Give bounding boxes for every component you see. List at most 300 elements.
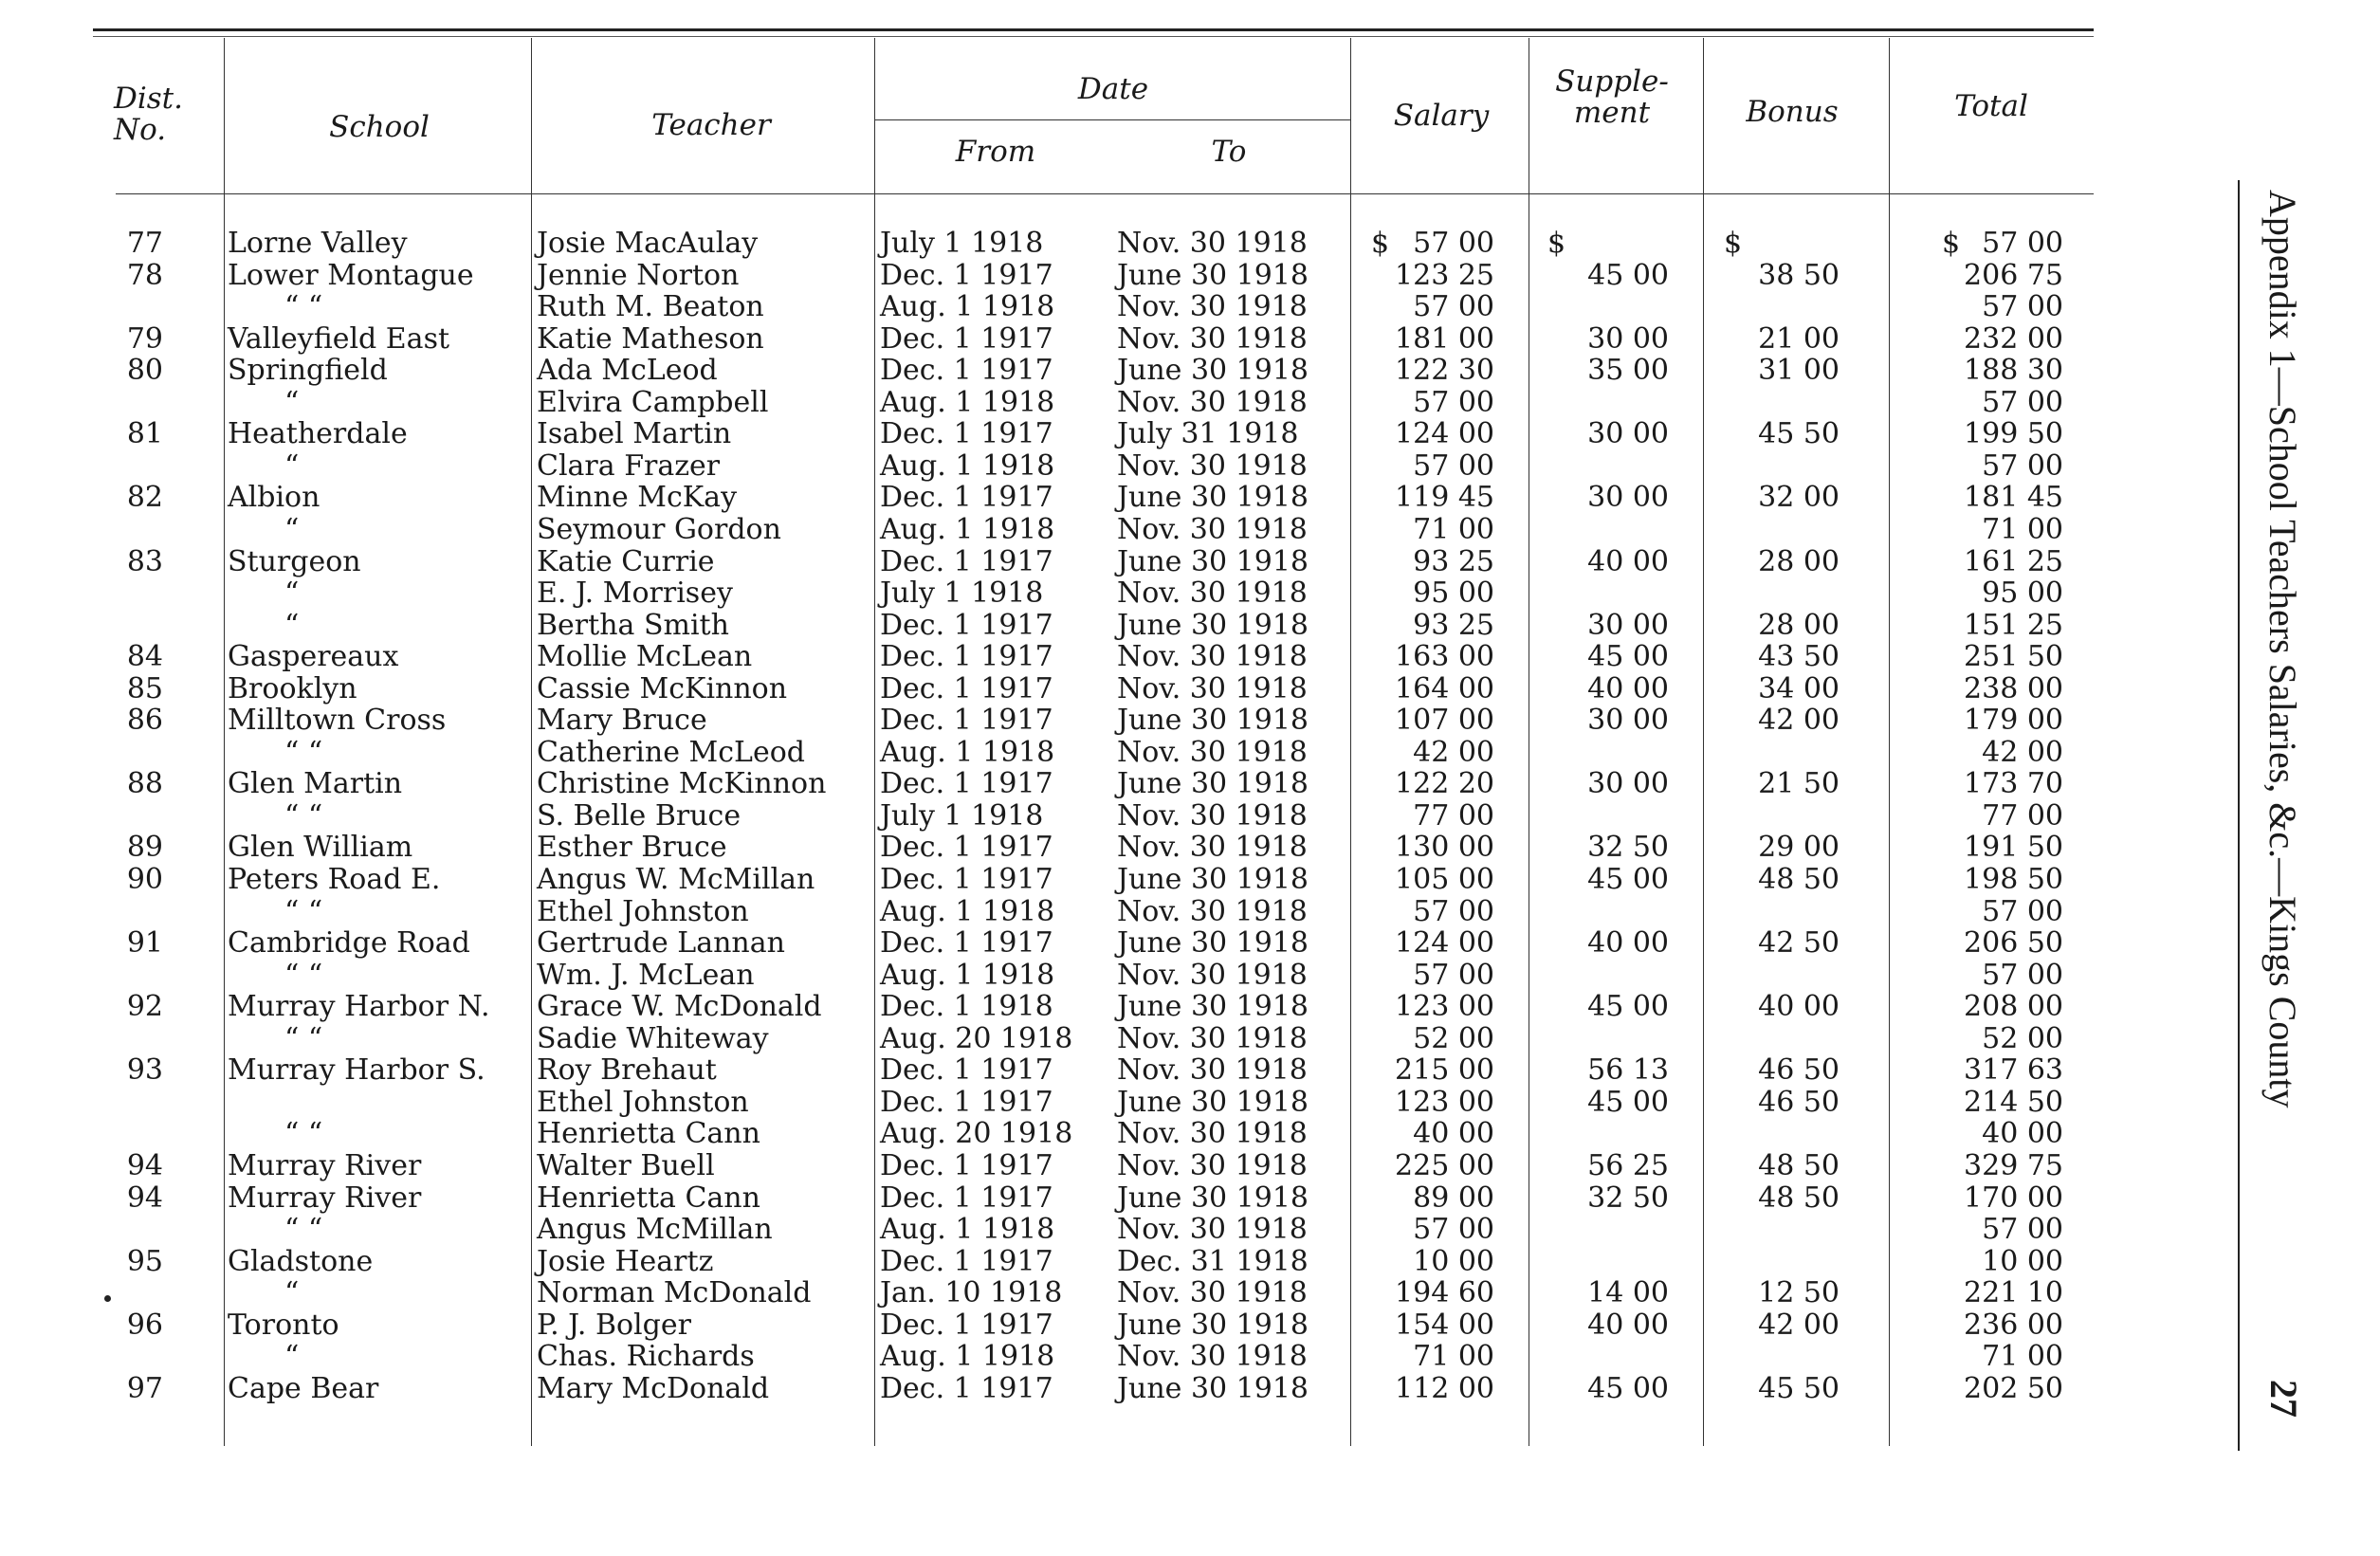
- date-from-cell: Dec. 1 1917: [880, 417, 1053, 451]
- salary-cell: 57 00: [1413, 227, 1494, 260]
- header-salary: Salary: [1393, 99, 1490, 133]
- supplement-cell: 40 00: [1587, 926, 1669, 961]
- teacher-cell: Josie MacAulay: [537, 227, 759, 260]
- table-row: [0, 1246, 2124, 1278]
- date-from-cell: Dec. 1 1917: [880, 321, 1053, 356]
- table-row: [0, 800, 2124, 833]
- supplement-cell: 32 50: [1587, 831, 1669, 865]
- salary-cell: 122 30: [1395, 354, 1494, 388]
- dist-cell: 92: [126, 990, 163, 1024]
- date-from-cell: Dec. 1 1917: [880, 1085, 1053, 1119]
- header-bonus: Bonus: [1746, 95, 1839, 129]
- total-cell: 57 00: [1982, 1213, 2063, 1247]
- teacher-cell: Ruth M. Beaton: [537, 290, 764, 324]
- salary-cell: 124 00: [1395, 926, 1494, 961]
- salary-cell: 130 00: [1395, 831, 1494, 865]
- date-from-cell: Dec. 1 1917: [880, 863, 1053, 896]
- table-row: [0, 1150, 2124, 1182]
- dist-cell: 86: [126, 704, 163, 738]
- teacher-cell: Josie Heartz: [537, 1244, 714, 1278]
- school-cell: “ “: [284, 958, 323, 992]
- date-from-cell: July 1 1918: [880, 577, 1044, 611]
- date-to-cell: June 30 1918: [1117, 863, 1309, 896]
- date-from-cell: Dec. 1 1917: [880, 926, 1053, 961]
- teacher-cell: E. J. Morrisey: [537, 577, 733, 611]
- table-row: [0, 1341, 2124, 1373]
- teacher-cell: Sadie Whiteway: [537, 1021, 769, 1055]
- salary-cell: 105 00: [1395, 863, 1494, 896]
- salary-cell: 93 25: [1413, 608, 1494, 642]
- supplement-cell: 30 00: [1587, 417, 1669, 451]
- school-cell: Milltown Cross: [228, 704, 447, 738]
- table-row: [0, 1373, 2124, 1405]
- school-cell: Lorne Valley: [228, 227, 408, 260]
- date-from-cell: Aug. 20 1918: [880, 1021, 1073, 1055]
- salary-cell: 123 00: [1395, 1085, 1494, 1119]
- table-row: [0, 927, 2124, 960]
- dist-cell: 91: [126, 926, 163, 961]
- supplement-cell: 30 00: [1587, 704, 1669, 738]
- supplement-cell: 32 50: [1587, 1181, 1669, 1215]
- total-cell: 40 00: [1982, 1117, 2063, 1151]
- teacher-cell: Grace W. McDonald: [537, 990, 822, 1024]
- date-from-cell: Dec. 1 1917: [880, 258, 1053, 292]
- teacher-cell: Clara Frazer: [537, 448, 721, 483]
- school-cell: Brooklyn: [228, 671, 357, 705]
- salary-cell: 95 00: [1413, 577, 1494, 611]
- dist-cell: 77: [126, 227, 163, 260]
- date-from-cell: Dec. 1 1917: [880, 481, 1053, 515]
- total-cell: 202 50: [1964, 1371, 2063, 1405]
- supplement-cell: 45 00: [1587, 990, 1669, 1024]
- table-row: [0, 641, 2124, 673]
- date-to-cell: Nov. 30 1918: [1117, 798, 1308, 833]
- date-to-cell: Nov. 30 1918: [1117, 831, 1308, 865]
- bonus-cell: 42 00: [1758, 704, 1840, 738]
- date-from-cell: Dec. 1 1917: [880, 608, 1053, 642]
- header-bottom-rule: [116, 193, 2094, 194]
- date-to-cell: June 30 1918: [1117, 926, 1309, 961]
- total-cell: 181 45: [1964, 481, 2063, 515]
- table-row: [0, 546, 2124, 578]
- currency-symbol: $: [1371, 227, 1390, 260]
- header-supplement: Supple- ment: [1555, 64, 1669, 130]
- table-row: [0, 387, 2124, 419]
- date-from-cell: Dec. 1 1917: [880, 354, 1053, 388]
- bonus-cell: 46 50: [1758, 1053, 1840, 1088]
- date-from-cell: Dec. 1 1917: [880, 640, 1053, 674]
- total-cell: 57 00: [1982, 227, 2063, 260]
- date-to-cell: June 30 1918: [1117, 767, 1309, 801]
- teacher-cell: Chas. Richards: [537, 1340, 755, 1374]
- teacher-cell: Mary Bruce: [537, 704, 707, 738]
- date-to-cell: Nov. 30 1918: [1117, 1148, 1308, 1182]
- dist-cell: 94: [126, 1181, 163, 1215]
- date-from-cell: Dec. 1 1917: [880, 767, 1053, 801]
- school-cell: “ “: [284, 735, 323, 769]
- bonus-cell: 21 50: [1758, 767, 1840, 801]
- salary-cell: 154 00: [1395, 1308, 1494, 1342]
- teacher-cell: Roy Brehaut: [537, 1053, 717, 1088]
- table-row: [0, 450, 2124, 483]
- salary-cell: 57 00: [1413, 385, 1494, 419]
- dist-cell: 82: [126, 481, 163, 515]
- table-row: [0, 1054, 2124, 1087]
- top-rule: [93, 28, 2094, 37]
- teacher-cell: Minne McKay: [537, 481, 738, 515]
- total-cell: 71 00: [1982, 512, 2063, 546]
- school-cell: “: [284, 608, 300, 642]
- table-row: [0, 260, 2124, 292]
- date-to-cell: Nov. 30 1918: [1117, 894, 1308, 928]
- date-from-cell: Aug. 1 1918: [880, 958, 1055, 992]
- total-cell: 329 75: [1964, 1148, 2063, 1182]
- bonus-cell: 28 00: [1758, 608, 1840, 642]
- table-row: [0, 1118, 2124, 1150]
- date-to-cell: June 30 1918: [1117, 1308, 1309, 1342]
- table-row: [0, 482, 2124, 514]
- date-from-cell: July 1 1918: [880, 227, 1044, 260]
- school-cell: “: [284, 448, 300, 483]
- total-cell: 236 00: [1964, 1308, 2063, 1342]
- total-cell: 232 00: [1964, 321, 2063, 356]
- date-to-cell: Nov. 30 1918: [1117, 1213, 1308, 1247]
- supplement-cell: 40 00: [1587, 1308, 1669, 1342]
- teacher-cell: Gertrude Lannan: [537, 926, 785, 961]
- bonus-cell: 48 50: [1758, 863, 1840, 896]
- teacher-cell: Angus W. McMillan: [537, 863, 815, 896]
- date-to-cell: Nov. 30 1918: [1117, 512, 1308, 546]
- bonus-cell: 12 50: [1758, 1276, 1840, 1310]
- total-cell: 191 50: [1964, 831, 2063, 865]
- date-to-cell: June 30 1918: [1117, 354, 1309, 388]
- bonus-cell: 43 50: [1758, 640, 1840, 674]
- salary-cell: 77 00: [1413, 798, 1494, 833]
- bonus-cell: 31 00: [1758, 354, 1840, 388]
- table-row: [0, 864, 2124, 896]
- teacher-cell: Esther Bruce: [537, 831, 727, 865]
- date-to-cell: Nov. 30 1918: [1117, 321, 1308, 356]
- table-row: [0, 514, 2124, 546]
- dist-cell: 93: [126, 1053, 163, 1088]
- supplement-cell: 45 00: [1587, 863, 1669, 896]
- supplement-cell: 45 00: [1587, 258, 1669, 292]
- school-cell: “: [284, 385, 300, 419]
- supplement-cell: 45 00: [1587, 1085, 1669, 1119]
- salary-cell: 52 00: [1413, 1021, 1494, 1055]
- table-row: [0, 896, 2124, 928]
- bonus-cell: 42 50: [1758, 926, 1840, 961]
- total-cell: 161 25: [1964, 544, 2063, 578]
- teacher-cell: Katie Matheson: [537, 321, 764, 356]
- total-cell: 221 10: [1964, 1276, 2063, 1310]
- salary-cell: 225 00: [1395, 1148, 1494, 1182]
- school-cell: “: [284, 1340, 300, 1374]
- supplement-cell: 56 13: [1587, 1053, 1669, 1088]
- total-cell: 57 00: [1982, 958, 2063, 992]
- school-cell: “ “: [284, 1117, 323, 1151]
- school-cell: “ “: [284, 1021, 323, 1055]
- bonus-cell: 29 00: [1758, 831, 1840, 865]
- date-from-cell: Aug. 1 1918: [880, 512, 1055, 546]
- date-from-cell: Dec. 1 1917: [880, 1148, 1053, 1182]
- table-row: [0, 1214, 2124, 1246]
- salary-cell: 163 00: [1395, 640, 1494, 674]
- bonus-cell: 48 50: [1758, 1148, 1840, 1182]
- table-row: [0, 228, 2124, 260]
- supplement-cell: 30 00: [1587, 767, 1669, 801]
- total-cell: 170 00: [1964, 1181, 2063, 1215]
- school-cell: Springfield: [228, 354, 388, 388]
- total-cell: 77 00: [1982, 798, 2063, 833]
- teacher-cell: P. J. Bolger: [537, 1308, 691, 1342]
- date-to-cell: Nov. 30 1918: [1117, 1053, 1308, 1088]
- teacher-cell: Mary McDonald: [537, 1371, 770, 1405]
- teacher-cell: Ethel Johnston: [537, 894, 749, 928]
- school-cell: Albion: [228, 481, 320, 515]
- total-cell: 52 00: [1982, 1021, 2063, 1055]
- table-row: [0, 323, 2124, 356]
- dist-cell: 80: [126, 354, 163, 388]
- header-school: School: [329, 110, 430, 144]
- school-cell: Murray River: [228, 1148, 422, 1182]
- school-cell: Murray Harbor N.: [228, 990, 490, 1024]
- header-date: Date: [1077, 72, 1149, 106]
- table-row: [0, 705, 2124, 737]
- date-to-cell: Nov. 30 1918: [1117, 1276, 1308, 1310]
- total-cell: 10 00: [1982, 1244, 2063, 1278]
- salary-cell: 89 00: [1413, 1181, 1494, 1215]
- total-cell: 57 00: [1982, 894, 2063, 928]
- supplement-cell: 56 25: [1587, 1148, 1669, 1182]
- salary-cell: 71 00: [1413, 1340, 1494, 1374]
- table-row: [0, 737, 2124, 769]
- table-row: [0, 291, 2124, 323]
- school-cell: Lower Montague: [228, 258, 474, 292]
- date-to-cell: Nov. 30 1918: [1117, 1117, 1308, 1151]
- school-cell: Gladstone: [228, 1244, 374, 1278]
- supplement-cell: 14 00: [1587, 1276, 1669, 1310]
- salary-cell: 10 00: [1413, 1244, 1494, 1278]
- school-cell: “: [284, 577, 300, 611]
- salary-cell: 57 00: [1413, 894, 1494, 928]
- date-from-cell: Dec. 1 1918: [880, 990, 1053, 1024]
- salary-cell: 119 45: [1395, 481, 1494, 515]
- bonus-cell: 34 00: [1758, 671, 1840, 705]
- date-from-cell: Aug. 1 1918: [880, 1340, 1055, 1374]
- teacher-cell: Cassie McKinnon: [537, 671, 788, 705]
- total-cell: 95 00: [1982, 577, 2063, 611]
- total-cell: 71 00: [1982, 1340, 2063, 1374]
- date-to-cell: Nov. 30 1918: [1117, 1340, 1308, 1374]
- date-from-cell: Dec. 1 1917: [880, 831, 1053, 865]
- total-cell: 317 63: [1964, 1053, 2063, 1088]
- salary-cell: 123 25: [1395, 258, 1494, 292]
- total-cell: 173 70: [1964, 767, 2063, 801]
- school-cell: “ “: [284, 798, 323, 833]
- total-cell: 214 50: [1964, 1085, 2063, 1119]
- total-cell: 206 50: [1964, 926, 2063, 961]
- date-to-cell: June 30 1918: [1117, 1181, 1309, 1215]
- side-title: Appendix 1—School Teachers Salaries, &c.—Kings County: [2261, 190, 2304, 1108]
- salary-cell: 57 00: [1413, 1213, 1494, 1247]
- school-cell: Heatherdale: [228, 417, 408, 451]
- school-cell: Peters Road E.: [228, 863, 441, 896]
- teacher-cell: Mollie McLean: [537, 640, 753, 674]
- supplement-cell: 30 00: [1587, 481, 1669, 515]
- date-from-cell: Aug. 1 1918: [880, 735, 1055, 769]
- table-row: [0, 610, 2124, 642]
- header-total: Total: [1954, 89, 2028, 123]
- date-from-cell: Dec. 1 1917: [880, 1371, 1053, 1405]
- bonus-cell: 48 50: [1758, 1181, 1840, 1215]
- total-cell: 238 00: [1964, 671, 2063, 705]
- total-cell: 57 00: [1982, 448, 2063, 483]
- school-cell: “ “: [284, 1213, 323, 1247]
- bonus-cell: 40 00: [1758, 990, 1840, 1024]
- salary-cell: 181 00: [1395, 321, 1494, 356]
- date-to-cell: June 30 1918: [1117, 1085, 1309, 1119]
- date-from-cell: Dec. 1 1917: [880, 1053, 1053, 1088]
- dist-cell: 85: [126, 671, 163, 705]
- teacher-cell: Katie Currie: [537, 544, 715, 578]
- salary-cell: 57 00: [1413, 448, 1494, 483]
- date-from-cell: Aug. 1 1918: [880, 385, 1055, 419]
- teacher-cell: Jennie Norton: [537, 258, 740, 292]
- teacher-cell: Ada McLeod: [537, 354, 718, 388]
- dist-cell: 83: [126, 544, 163, 578]
- salary-cell: 107 00: [1395, 704, 1494, 738]
- teacher-cell: Isabel Martin: [537, 417, 732, 451]
- date-to-cell: Nov. 30 1918: [1117, 577, 1308, 611]
- school-cell: “: [284, 512, 300, 546]
- date-from-cell: Aug. 1 1918: [880, 448, 1055, 483]
- total-cell: 206 75: [1964, 258, 2063, 292]
- date-from-cell: Aug. 1 1918: [880, 894, 1055, 928]
- date-to-cell: June 30 1918: [1117, 1371, 1309, 1405]
- table-row: [0, 1023, 2124, 1055]
- school-cell: Glen William: [228, 831, 413, 865]
- teacher-cell: Walter Buell: [537, 1148, 715, 1182]
- total-cell: 199 50: [1964, 417, 2063, 451]
- date-to-cell: June 30 1918: [1117, 481, 1309, 515]
- table-row: [0, 577, 2124, 610]
- date-to-cell: Nov. 30 1918: [1117, 671, 1308, 705]
- dist-cell: 88: [126, 767, 163, 801]
- date-to-cell: Nov. 30 1918: [1117, 958, 1308, 992]
- school-cell: Cambridge Road: [228, 926, 470, 961]
- currency-symbol: $: [1724, 227, 1743, 260]
- table-row: [0, 418, 2124, 450]
- table-row: [0, 1277, 2124, 1309]
- total-cell: 42 00: [1982, 735, 2063, 769]
- supplement-cell: 45 00: [1587, 1371, 1669, 1405]
- table-row: [0, 832, 2124, 864]
- table-row: [0, 1309, 2124, 1342]
- dist-cell: 94: [126, 1148, 163, 1182]
- table-row: [0, 673, 2124, 705]
- page-number: 27: [2262, 1380, 2305, 1418]
- salary-cell: 57 00: [1413, 958, 1494, 992]
- date-from-cell: Dec. 1 1917: [880, 544, 1053, 578]
- date-to-cell: June 30 1918: [1117, 258, 1309, 292]
- teacher-cell: Elvira Campbell: [537, 385, 769, 419]
- supplement-cell: 30 00: [1587, 321, 1669, 356]
- table-row: [0, 1182, 2124, 1215]
- header-teacher: Teacher: [651, 108, 771, 142]
- header-from: From: [955, 135, 1036, 169]
- school-cell: Toronto: [228, 1308, 339, 1342]
- dist-cell: 96: [126, 1308, 163, 1342]
- bonus-cell: 28 00: [1758, 544, 1840, 578]
- header-to: To: [1211, 135, 1247, 169]
- currency-symbol: $: [1942, 227, 1961, 260]
- dist-cell: 84: [126, 640, 163, 674]
- date-from-cell: July 1 1918: [880, 798, 1044, 833]
- table-row: [0, 355, 2124, 387]
- date-to-cell: June 30 1918: [1117, 544, 1309, 578]
- table-row: [0, 960, 2124, 992]
- total-cell: 179 00: [1964, 704, 2063, 738]
- salary-cell: 40 00: [1413, 1117, 1494, 1151]
- date-to-cell: Nov. 30 1918: [1117, 385, 1308, 419]
- date-to-cell: Nov. 30 1918: [1117, 735, 1308, 769]
- school-cell: Valleyfield East: [228, 321, 450, 356]
- teacher-cell: Wm. J. McLean: [537, 958, 755, 992]
- date-from-cell: Aug. 1 1918: [880, 290, 1055, 324]
- supplement-cell: 35 00: [1587, 354, 1669, 388]
- total-cell: 57 00: [1982, 290, 2063, 324]
- date-from-cell: Aug. 1 1918: [880, 1213, 1055, 1247]
- salary-cell: 71 00: [1413, 512, 1494, 546]
- total-cell: 251 50: [1964, 640, 2063, 674]
- bonus-cell: 45 50: [1758, 417, 1840, 451]
- school-cell: Glen Martin: [228, 767, 403, 801]
- table-row: [0, 991, 2124, 1023]
- salary-cell: 42 00: [1413, 735, 1494, 769]
- date-from-cell: Dec. 1 1917: [880, 671, 1053, 705]
- salary-cell: 124 00: [1395, 417, 1494, 451]
- date-to-cell: Dec. 31 1918: [1117, 1244, 1309, 1278]
- teacher-cell: Norman McDonald: [537, 1276, 812, 1310]
- dist-cell: 89: [126, 831, 163, 865]
- total-cell: 208 00: [1964, 990, 2063, 1024]
- date-to-cell: June 30 1918: [1117, 704, 1309, 738]
- date-from-cell: Aug. 20 1918: [880, 1117, 1073, 1151]
- teacher-cell: S. Belle Bruce: [537, 798, 741, 833]
- dist-cell: 97: [126, 1371, 163, 1405]
- supplement-cell: 40 00: [1587, 544, 1669, 578]
- date-from-cell: Jan. 10 1918: [880, 1276, 1063, 1310]
- teacher-cell: Bertha Smith: [537, 608, 729, 642]
- supplement-cell: 45 00: [1587, 640, 1669, 674]
- teacher-cell: Christine McKinnon: [537, 767, 827, 801]
- bonus-cell: 42 00: [1758, 1308, 1840, 1342]
- date-from-cell: Dec. 1 1917: [880, 704, 1053, 738]
- header-dist: Dist. No.: [114, 82, 183, 147]
- supplement-cell: 30 00: [1587, 608, 1669, 642]
- date-to-cell: June 30 1918: [1117, 990, 1309, 1024]
- date-to-cell: July 31 1918: [1117, 417, 1299, 451]
- school-cell: “: [284, 1276, 300, 1310]
- bonus-cell: 45 50: [1758, 1371, 1840, 1405]
- salary-cell: 194 60: [1395, 1276, 1494, 1310]
- salary-cell: 112 00: [1395, 1371, 1494, 1405]
- table-row: [0, 768, 2124, 800]
- bonus-cell: 38 50: [1758, 258, 1840, 292]
- school-cell: “ “: [284, 290, 323, 324]
- salary-cell: 164 00: [1395, 671, 1494, 705]
